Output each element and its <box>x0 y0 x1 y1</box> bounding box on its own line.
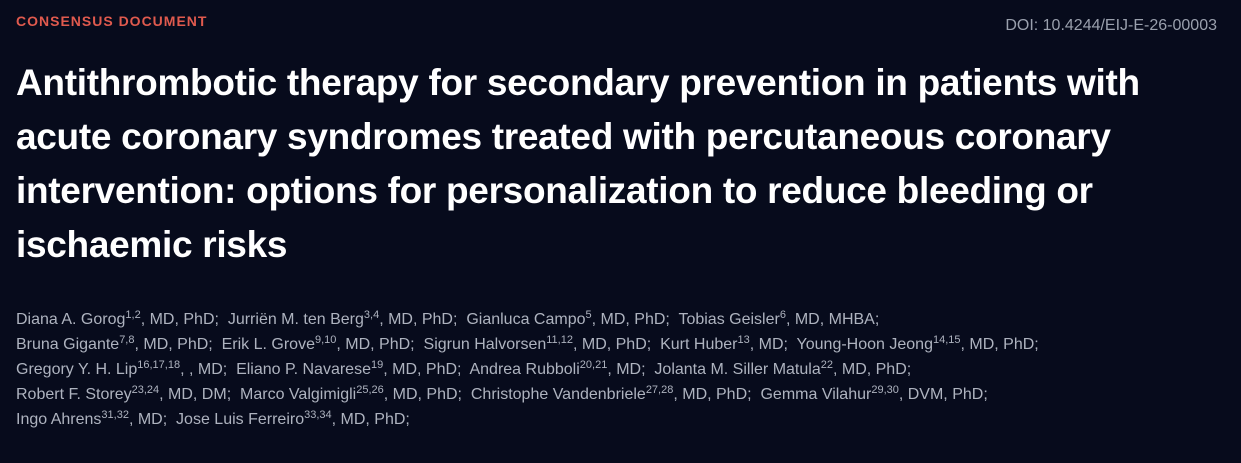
author-degrees: , , MD; <box>180 361 228 378</box>
author-name[interactable]: Sigrun Halvorsen <box>423 336 547 353</box>
author <box>654 361 911 378</box>
author-degrees: , MD, PhD; <box>336 336 415 353</box>
author-degrees: , MD, PhD; <box>134 336 213 353</box>
author-affiliation: 7,8 <box>119 334 135 346</box>
author-degrees: , MD, PhD; <box>383 361 462 378</box>
author-degrees: , MD, PhD; <box>960 336 1039 353</box>
author-name[interactable]: Kurt Huber <box>660 336 738 353</box>
author <box>228 311 458 328</box>
author-degrees: , MD, PhD; <box>140 311 219 328</box>
author-line <box>16 332 1231 357</box>
author <box>16 411 167 428</box>
article-title: Antithrombotic therapy for secondary prevention in patients with acute coronary syndromes treated with percutaneous coronary intervention: options for personalization to reduce bleeding or ischaemic risks <box>16 62 1140 265</box>
author-name[interactable]: Robert F. Storey <box>16 386 132 403</box>
author-affiliation: 22 <box>820 359 833 371</box>
author-affiliation: 31,32 <box>101 409 129 421</box>
author-affiliation: 6 <box>779 309 786 321</box>
author-affiliation: 3,4 <box>363 309 380 321</box>
author-name[interactable]: Tobias Geisler <box>678 311 780 328</box>
author-affiliation: 23,24 <box>131 384 160 396</box>
author-name[interactable]: Ingo Ahrens <box>16 411 102 428</box>
author-name[interactable]: Jolanta M. Siller Matula <box>654 361 821 378</box>
author-degrees: , MD, PhD; <box>331 411 410 428</box>
author-degrees: , MD; <box>607 361 646 378</box>
author <box>469 361 645 378</box>
author-line <box>16 357 1231 382</box>
author-degrees: , MD, PhD; <box>591 311 670 328</box>
author-name[interactable]: Christophe Vandenbriele <box>470 386 646 403</box>
article-header <box>0 0 1241 50</box>
author-affiliation: 29,30 <box>871 384 899 396</box>
author <box>797 336 1039 353</box>
author-name[interactable]: Gianluca Campo <box>466 311 586 328</box>
author <box>16 386 231 403</box>
section-label: CONSENSUS DOCUMENT <box>16 13 208 29</box>
author-affiliation: 9,10 <box>314 334 337 346</box>
author-affiliation: 19 <box>370 359 384 371</box>
author-name[interactable]: Gemma Vilahur <box>760 386 872 403</box>
author-degrees: , MD, DM; <box>159 386 232 403</box>
author-degrees: , MD, PhD; <box>832 361 912 378</box>
author-name[interactable]: Jurriën M. ten Berg <box>227 311 364 328</box>
author-name[interactable]: Eliano P. Navarese <box>236 361 371 378</box>
author <box>240 386 462 403</box>
author <box>16 311 219 328</box>
author-name[interactable]: Bruna Gigante <box>16 336 120 353</box>
author <box>660 336 788 353</box>
author <box>236 361 461 378</box>
author-degrees: , DVM, PhD; <box>898 386 988 403</box>
author-affiliation: 25,26 <box>356 384 384 396</box>
author <box>222 336 415 353</box>
author-line <box>16 407 1231 432</box>
doi-link[interactable]: DOI: 10.4244/EIJ-E-26-00003 <box>1005 17 1217 34</box>
author <box>424 336 652 353</box>
author-affiliation: 5 <box>585 309 592 321</box>
author-affiliation: 11,12 <box>546 334 573 346</box>
author <box>16 336 213 353</box>
author <box>176 411 410 428</box>
author-degrees: , MD, MHBA; <box>785 311 880 328</box>
author-line <box>16 307 1231 332</box>
author-affiliation: 16,17,18 <box>137 359 181 371</box>
author <box>466 311 670 328</box>
author-degrees: , MD, PhD; <box>383 386 462 403</box>
author <box>471 386 752 403</box>
author-name[interactable]: Andrea Rubboli <box>469 361 580 378</box>
author-affiliation: 13 <box>737 334 750 346</box>
author-affiliation: 33,34 <box>304 409 332 421</box>
author-degrees: , MD; <box>128 411 168 428</box>
author-affiliation: 20,21 <box>579 359 608 371</box>
author <box>760 386 987 403</box>
author-name[interactable]: Marco Valgimigli <box>240 386 357 403</box>
author-name[interactable]: Diana A. Gorog <box>16 311 126 328</box>
author-list <box>16 307 1231 432</box>
author-name[interactable]: Young-Hoon Jeong <box>796 336 933 353</box>
author-name[interactable]: Gregory Y. H. Lip <box>16 361 138 378</box>
author-affiliation: 14,15 <box>932 334 961 346</box>
author-degrees: , MD; <box>749 336 788 353</box>
author <box>678 311 879 328</box>
author-name[interactable]: Jose Luis Ferreiro <box>176 411 305 428</box>
author-degrees: , MD, PhD; <box>572 336 652 353</box>
author-degrees: , MD, PhD; <box>379 311 458 328</box>
author <box>16 361 227 378</box>
author-affiliation: 1,2 <box>125 309 141 321</box>
author-degrees: , MD, PhD; <box>673 386 752 403</box>
author-name[interactable]: Erik L. Grove <box>221 336 315 353</box>
author-affiliation: 27,28 <box>645 384 674 396</box>
author-line <box>16 382 1231 407</box>
